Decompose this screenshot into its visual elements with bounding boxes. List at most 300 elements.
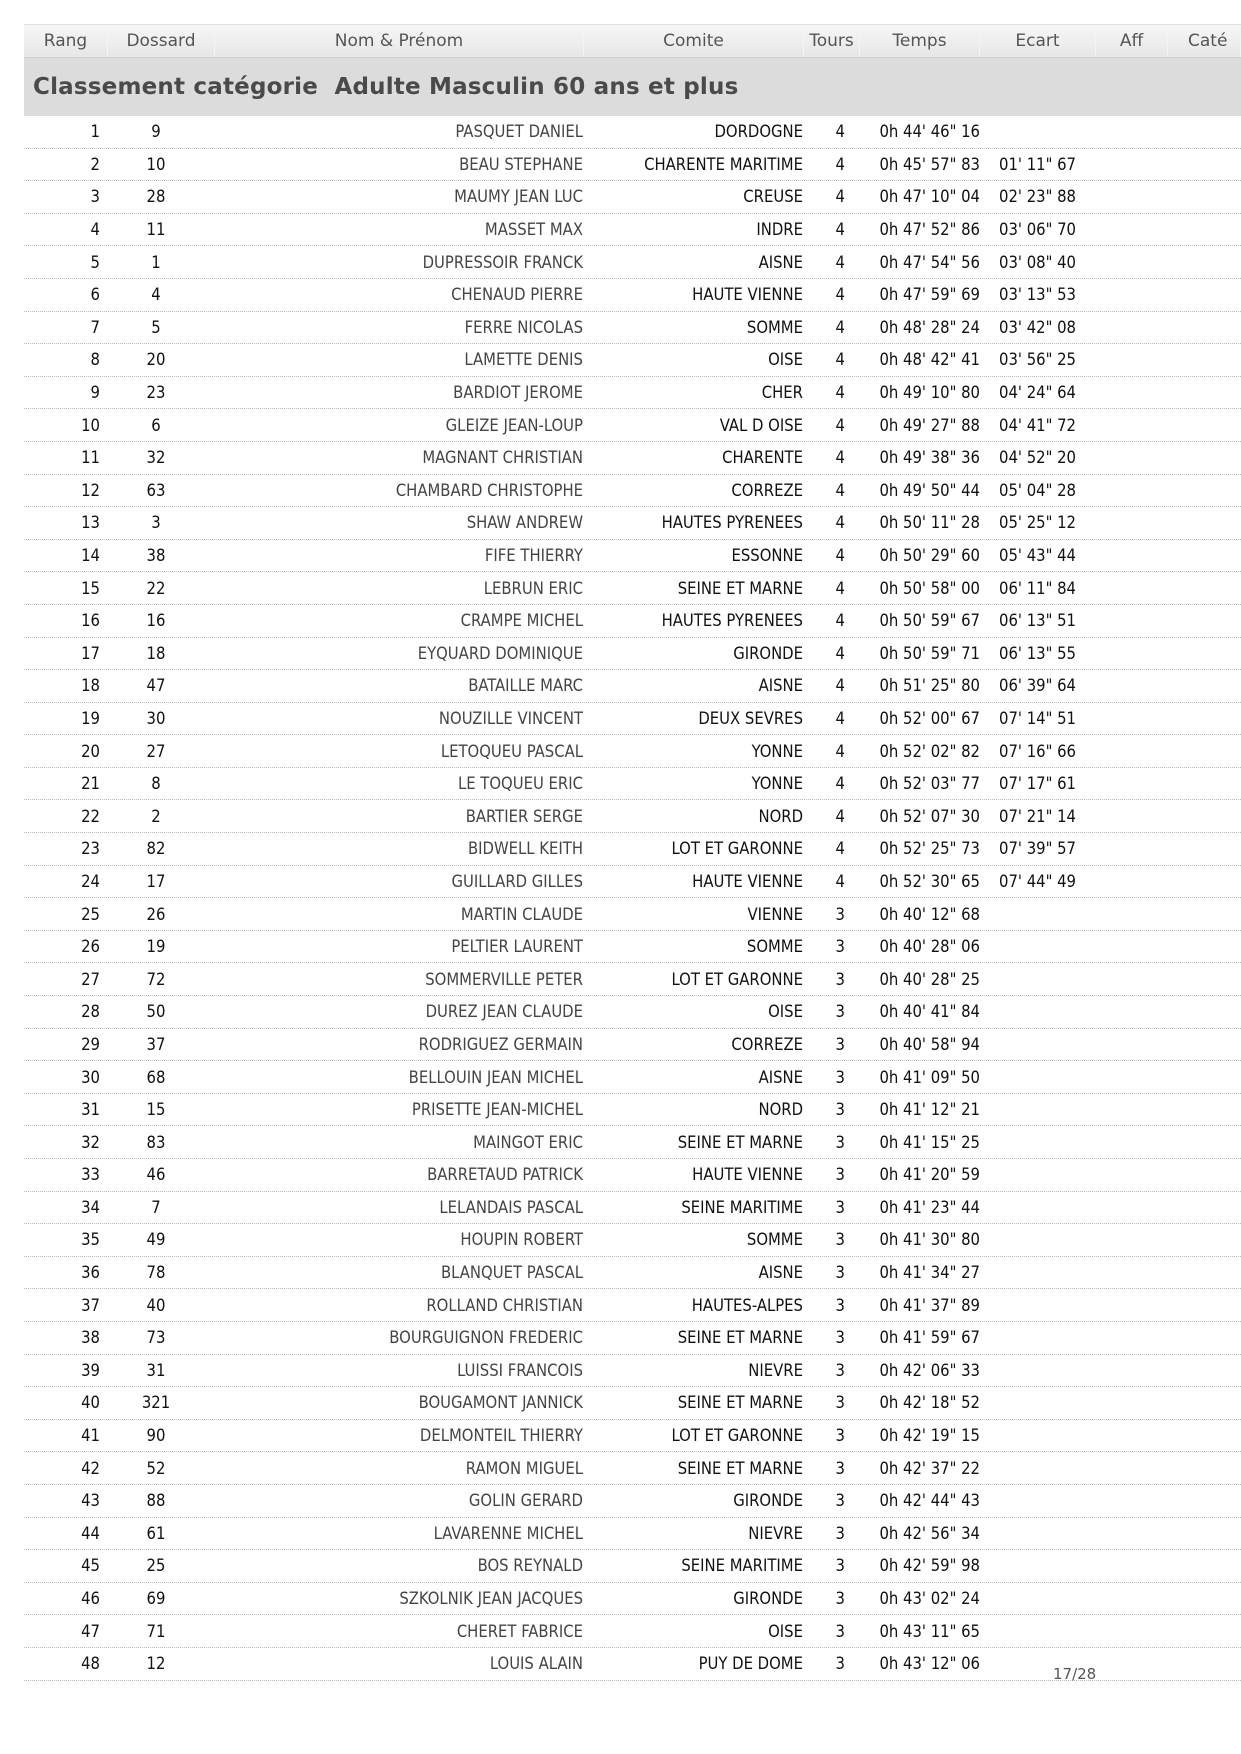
committee-cell: HAUTES PYRENEES <box>661 611 803 631</box>
rank-cell: 12 <box>81 480 100 500</box>
laps-cell: 4 <box>835 676 845 696</box>
name-cell: BARRETAUD PATRICK <box>427 1165 583 1185</box>
bib-cell: 9 <box>151 122 161 142</box>
gap-cell: 05' 43" 44 <box>999 546 1076 566</box>
bib-cell: 73 <box>146 1328 166 1348</box>
gap-cell: 07' 21" 14 <box>999 806 1076 826</box>
committee-cell: CHARENTE MARITIME <box>644 154 803 174</box>
table-row <box>24 1094 1241 1127</box>
bib-cell: 63 <box>146 480 166 500</box>
bib-cell: 31 <box>146 1360 166 1380</box>
committee-cell: CORREZE <box>731 1034 803 1054</box>
rank-cell: 45 <box>81 1556 100 1576</box>
table-row <box>24 833 1241 866</box>
gap-cell: 06' 11" 84 <box>999 578 1076 598</box>
committee-cell: NORD <box>758 806 803 826</box>
committee-cell: VIENNE <box>747 904 803 924</box>
laps-cell: 3 <box>835 1589 845 1609</box>
committee-cell: GIRONDE <box>733 643 803 663</box>
rank-cell: 20 <box>81 741 100 761</box>
bib-cell: 38 <box>146 546 166 566</box>
bib-cell: 50 <box>146 1002 166 1022</box>
committee-cell: GIRONDE <box>733 1589 803 1609</box>
time-cell: 0h 40' 12" 68 <box>879 904 980 924</box>
table-row <box>24 312 1241 345</box>
bib-cell: 72 <box>146 969 166 989</box>
laps-cell: 4 <box>835 285 845 305</box>
gap-cell: 06' 13" 55 <box>999 643 1076 663</box>
committee-cell: LOT ET GARONNE <box>671 969 803 989</box>
rank-cell: 37 <box>81 1295 100 1315</box>
laps-cell: 4 <box>835 415 845 435</box>
time-cell: 0h 43' 02" 24 <box>879 1589 980 1609</box>
table-row <box>24 1289 1241 1322</box>
rank-cell: 10 <box>81 415 100 435</box>
rank-cell: 22 <box>81 806 100 826</box>
committee-cell: SOMME <box>746 317 803 337</box>
committee-cell: YONNE <box>751 774 803 794</box>
rank-cell: 16 <box>81 611 100 631</box>
time-cell: 0h 49' 50" 44 <box>879 480 980 500</box>
committee-cell: LOT ET GARONNE <box>671 839 803 859</box>
table-row <box>24 605 1241 638</box>
table-row <box>24 1126 1241 1159</box>
time-cell: 0h 41' 20" 59 <box>879 1165 980 1185</box>
bib-cell: 321 <box>141 1393 171 1413</box>
committee-cell: NIEVRE <box>748 1360 803 1380</box>
laps-cell: 4 <box>835 513 845 533</box>
name-cell: ROLLAND CHRISTIAN <box>426 1295 583 1315</box>
table-row <box>24 1029 1241 1062</box>
rank-cell: 19 <box>81 708 100 728</box>
name-cell: MASSET MAX <box>484 220 583 240</box>
rank-cell: 3 <box>90 187 100 207</box>
laps-cell: 3 <box>835 1523 845 1543</box>
rank-cell: 40 <box>81 1393 100 1413</box>
rank-cell: 28 <box>81 1002 100 1022</box>
time-cell: 0h 48' 28" 24 <box>879 317 980 337</box>
table-row <box>24 116 1241 149</box>
laps-cell: 4 <box>835 806 845 826</box>
gap-cell: 04' 52" 20 <box>999 448 1076 468</box>
table-row <box>24 1322 1241 1355</box>
bib-cell: 40 <box>146 1295 166 1315</box>
gap-cell: 01' 11" 67 <box>999 154 1076 174</box>
name-cell: LAMETTE DENIS <box>464 350 583 370</box>
gap-cell: 07' 39" 57 <box>999 839 1076 859</box>
bib-cell: 27 <box>146 741 166 761</box>
laps-cell: 4 <box>835 448 845 468</box>
laps-cell: 4 <box>835 741 845 761</box>
laps-cell: 4 <box>835 350 845 370</box>
time-cell: 0h 47' 59" 69 <box>879 285 980 305</box>
laps-cell: 4 <box>835 774 845 794</box>
rank-cell: 9 <box>90 383 100 403</box>
committee-cell: SEINE MARITIME <box>681 1556 803 1576</box>
table-row <box>24 442 1241 475</box>
table-row <box>24 1192 1241 1225</box>
name-cell: LELANDAIS PASCAL <box>439 1197 583 1217</box>
gap-cell: 05' 25" 12 <box>999 513 1076 533</box>
name-cell: DUREZ JEAN CLAUDE <box>425 1002 583 1022</box>
name-cell: SZKOLNIK JEAN JACQUES <box>399 1589 583 1609</box>
bib-cell: 78 <box>146 1263 166 1283</box>
bib-cell: 28 <box>146 187 166 207</box>
table-row <box>24 931 1241 964</box>
time-cell: 0h 42' 59" 98 <box>879 1556 980 1576</box>
header-rang: Rang <box>24 25 108 57</box>
time-cell: 0h 51' 25" 80 <box>879 676 980 696</box>
laps-cell: 3 <box>835 1556 845 1576</box>
bib-cell: 25 <box>146 1556 166 1576</box>
name-cell: MARTIN CLAUDE <box>460 904 583 924</box>
committee-cell: ESSONNE <box>731 546 803 566</box>
committee-cell: AISNE <box>758 252 803 272</box>
name-cell: CRAMPE MICHEL <box>460 611 583 631</box>
gap-cell: 02' 23" 88 <box>999 187 1076 207</box>
bib-cell: 83 <box>146 1132 166 1152</box>
name-cell: GOLIN GERARD <box>468 1491 583 1511</box>
bib-cell: 82 <box>146 839 166 859</box>
name-cell: PRISETTE JEAN-MICHEL <box>411 1100 583 1120</box>
table-row <box>24 475 1241 508</box>
table-row <box>24 377 1241 410</box>
rank-cell: 23 <box>81 839 100 859</box>
table-row <box>24 963 1241 996</box>
time-cell: 0h 52' 07" 30 <box>879 806 980 826</box>
laps-cell: 4 <box>835 317 845 337</box>
gap-cell: 03' 08" 40 <box>999 252 1076 272</box>
committee-cell: HAUTE VIENNE <box>692 285 803 305</box>
time-cell: 0h 50' 29" 60 <box>879 546 980 566</box>
rank-cell: 2 <box>90 154 100 174</box>
bib-cell: 4 <box>151 285 161 305</box>
header-temps: Temps <box>860 25 980 57</box>
time-cell: 0h 41' 34" 27 <box>879 1263 980 1283</box>
bib-cell: 23 <box>146 383 166 403</box>
table-row <box>24 507 1241 540</box>
committee-cell: OISE <box>768 350 803 370</box>
rank-cell: 44 <box>81 1523 100 1543</box>
bib-cell: 30 <box>146 708 166 728</box>
bib-cell: 71 <box>146 1621 166 1641</box>
name-cell: BELLOUIN JEAN MICHEL <box>408 1067 583 1087</box>
table-row <box>24 214 1241 247</box>
time-cell: 0h 45' 57" 83 <box>879 154 980 174</box>
header-comite: Comite <box>584 25 804 57</box>
name-cell: BATAILLE MARC <box>468 676 583 696</box>
bib-cell: 18 <box>146 643 166 663</box>
rank-cell: 13 <box>81 513 100 533</box>
name-cell: PELTIER LAURENT <box>451 937 583 957</box>
table-row <box>24 1615 1241 1648</box>
time-cell: 0h 42' 44" 43 <box>879 1491 980 1511</box>
committee-cell: SOMME <box>746 1230 803 1250</box>
time-cell: 0h 50' 58" 00 <box>879 578 980 598</box>
gap-cell: 05' 04" 28 <box>999 480 1076 500</box>
bib-cell: 49 <box>146 1230 166 1250</box>
committee-cell: OISE <box>768 1002 803 1022</box>
laps-cell: 3 <box>835 1491 845 1511</box>
time-cell: 0h 47' 52" 86 <box>879 220 980 240</box>
rank-cell: 36 <box>81 1263 100 1283</box>
committee-cell: CHARENTE <box>722 448 803 468</box>
laps-cell: 3 <box>835 1197 845 1217</box>
name-cell: BOURGUIGNON FREDERIC <box>389 1328 583 1348</box>
gap-cell: 04' 41" 72 <box>999 415 1076 435</box>
laps-cell: 3 <box>835 1002 845 1022</box>
table-header <box>24 24 1241 58</box>
header-nom: Nom & Prénom <box>215 25 584 57</box>
rank-cell: 33 <box>81 1165 100 1185</box>
time-cell: 0h 49' 38" 36 <box>879 448 980 468</box>
time-cell: 0h 40' 28" 25 <box>879 969 980 989</box>
table-row <box>24 572 1241 605</box>
bib-cell: 8 <box>151 774 161 794</box>
laps-cell: 3 <box>835 1426 845 1446</box>
time-cell: 0h 47' 10" 04 <box>879 187 980 207</box>
table-row <box>24 670 1241 703</box>
name-cell: PASQUET DANIEL <box>455 122 583 142</box>
name-cell: FERRE NICOLAS <box>464 317 583 337</box>
committee-cell: AISNE <box>758 1067 803 1087</box>
committee-cell: SOMME <box>746 937 803 957</box>
name-cell: LAVARENNE MICHEL <box>433 1523 583 1543</box>
bib-cell: 37 <box>146 1034 166 1054</box>
bib-cell: 52 <box>146 1458 166 1478</box>
laps-cell: 3 <box>835 904 845 924</box>
rank-cell: 11 <box>81 448 100 468</box>
name-cell: EYQUARD DOMINIQUE <box>417 643 583 663</box>
header-cate: Caté <box>1168 25 1241 57</box>
laps-cell: 3 <box>835 1165 845 1185</box>
rank-cell: 43 <box>81 1491 100 1511</box>
laps-cell: 3 <box>835 1328 845 1348</box>
time-cell: 0h 52' 03" 77 <box>879 774 980 794</box>
bib-cell: 19 <box>146 937 166 957</box>
rank-cell: 4 <box>90 220 100 240</box>
header-tours: Tours <box>804 25 860 57</box>
committee-cell: YONNE <box>751 741 803 761</box>
bib-cell: 61 <box>146 1523 166 1543</box>
laps-cell: 3 <box>835 1067 845 1087</box>
committee-cell: SEINE MARITIME <box>681 1197 803 1217</box>
committee-cell: NORD <box>758 1100 803 1120</box>
table-row <box>24 866 1241 899</box>
time-cell: 0h 40' 58" 94 <box>879 1034 980 1054</box>
table-row <box>24 1550 1241 1583</box>
rank-cell: 38 <box>81 1328 100 1348</box>
rank-cell: 18 <box>81 676 100 696</box>
committee-cell: AISNE <box>758 1263 803 1283</box>
committee-cell: PUY DE DOME <box>698 1654 803 1674</box>
rank-cell: 46 <box>81 1589 100 1609</box>
table-row <box>24 1355 1241 1388</box>
time-cell: 0h 40' 41" 84 <box>879 1002 980 1022</box>
laps-cell: 4 <box>835 252 845 272</box>
table-row <box>24 638 1241 671</box>
time-cell: 0h 52' 30" 65 <box>879 871 980 891</box>
table-row <box>24 344 1241 377</box>
table-row <box>24 996 1241 1029</box>
bib-cell: 3 <box>151 513 161 533</box>
table-row <box>24 279 1241 312</box>
time-cell: 0h 41' 15" 25 <box>879 1132 980 1152</box>
committee-cell: NIEVRE <box>748 1523 803 1543</box>
laps-cell: 3 <box>835 1654 845 1674</box>
table-row <box>24 540 1241 573</box>
rank-cell: 17 <box>81 643 100 663</box>
rank-cell: 32 <box>81 1132 100 1152</box>
committee-cell: HAUTES-ALPES <box>691 1295 803 1315</box>
bib-cell: 20 <box>146 350 166 370</box>
committee-cell: INDRE <box>756 220 803 240</box>
bib-cell: 47 <box>146 676 166 696</box>
bib-cell: 68 <box>146 1067 166 1087</box>
time-cell: 0h 41' 23" 44 <box>879 1197 980 1217</box>
bib-cell: 46 <box>146 1165 166 1185</box>
name-cell: LEBRUN ERIC <box>483 578 583 598</box>
gap-cell: 07' 44" 49 <box>999 871 1076 891</box>
rank-cell: 1 <box>90 122 100 142</box>
rank-cell: 6 <box>90 285 100 305</box>
laps-cell: 4 <box>835 643 845 663</box>
name-cell: HOUPIN ROBERT <box>460 1230 583 1250</box>
table-row <box>24 1224 1241 1257</box>
time-cell: 0h 49' 10" 80 <box>879 383 980 403</box>
committee-cell: LOT ET GARONNE <box>671 1426 803 1446</box>
laps-cell: 4 <box>835 187 845 207</box>
name-cell: GLEIZE JEAN-LOUP <box>445 415 583 435</box>
table-row <box>24 1061 1241 1094</box>
gap-cell: 07' 16" 66 <box>999 741 1076 761</box>
name-cell: BARTIER SERGE <box>465 806 583 826</box>
time-cell: 0h 41' 37" 89 <box>879 1295 980 1315</box>
rank-cell: 31 <box>81 1100 100 1120</box>
bib-cell: 90 <box>146 1426 166 1446</box>
laps-cell: 4 <box>835 839 845 859</box>
committee-cell: DORDOGNE <box>714 122 803 142</box>
laps-cell: 3 <box>835 1132 845 1152</box>
time-cell: 0h 41' 59" 67 <box>879 1328 980 1348</box>
time-cell: 0h 40' 28" 06 <box>879 937 980 957</box>
category-title: Classement catégorie Adulte Masculin 60 ans et plus <box>33 74 739 100</box>
bib-cell: 11 <box>146 220 166 240</box>
laps-cell: 4 <box>835 220 845 240</box>
rank-cell: 25 <box>81 904 100 924</box>
time-cell: 0h 42' 06" 33 <box>879 1360 980 1380</box>
rank-cell: 47 <box>81 1621 100 1641</box>
committee-cell: SEINE ET MARNE <box>677 1458 803 1478</box>
name-cell: NOUZILLE VINCENT <box>438 708 583 728</box>
laps-cell: 4 <box>835 611 845 631</box>
gap-cell: 03' 56" 25 <box>999 350 1076 370</box>
time-cell: 0h 41' 09" 50 <box>879 1067 980 1087</box>
rank-cell: 15 <box>81 578 100 598</box>
gap-cell: 06' 13" 51 <box>999 611 1076 631</box>
table-row <box>24 1159 1241 1192</box>
table-row <box>24 149 1241 182</box>
committee-cell: HAUTES PYRENEES <box>661 513 803 533</box>
laps-cell: 4 <box>835 480 845 500</box>
bib-cell: 1 <box>151 252 161 272</box>
gap-cell: 07' 14" 51 <box>999 708 1076 728</box>
rank-cell: 7 <box>90 317 100 337</box>
committee-cell: SEINE ET MARNE <box>677 1132 803 1152</box>
time-cell: 0h 50' 11" 28 <box>879 513 980 533</box>
time-cell: 0h 48' 42" 41 <box>879 350 980 370</box>
committee-cell: SEINE ET MARNE <box>677 578 803 598</box>
laps-cell: 4 <box>835 122 845 142</box>
name-cell: SHAW ANDREW <box>466 513 583 533</box>
name-cell: BIDWELL KEITH <box>467 839 583 859</box>
rank-cell: 26 <box>81 937 100 957</box>
time-cell: 0h 50' 59" 71 <box>879 643 980 663</box>
rank-cell: 27 <box>81 969 100 989</box>
name-cell: BOUGAMONT JANNICK <box>418 1393 583 1413</box>
laps-cell: 3 <box>835 969 845 989</box>
rank-cell: 29 <box>81 1034 100 1054</box>
time-cell: 0h 52' 25" 73 <box>879 839 980 859</box>
time-cell: 0h 41' 30" 80 <box>879 1230 980 1250</box>
table-row <box>24 1485 1241 1518</box>
name-cell: DUPRESSOIR FRANCK <box>422 252 583 272</box>
name-cell: CHAMBARD CHRISTOPHE <box>395 480 583 500</box>
name-cell: LUISSI FRANCOIS <box>457 1360 583 1380</box>
name-cell: CHERET FABRICE <box>456 1621 583 1641</box>
gap-cell: 07' 17" 61 <box>999 774 1076 794</box>
table-row <box>24 768 1241 801</box>
laps-cell: 3 <box>835 1034 845 1054</box>
laps-cell: 3 <box>835 1295 845 1315</box>
committee-cell: SEINE ET MARNE <box>677 1393 803 1413</box>
time-cell: 0h 42' 37" 22 <box>879 1458 980 1478</box>
time-cell: 0h 42' 18" 52 <box>879 1393 980 1413</box>
results-table-body <box>24 116 1241 1681</box>
laps-cell: 4 <box>835 383 845 403</box>
rank-cell: 30 <box>81 1067 100 1087</box>
gap-cell: 03' 13" 53 <box>999 285 1076 305</box>
bib-cell: 16 <box>146 611 166 631</box>
time-cell: 0h 44' 46" 16 <box>879 122 980 142</box>
bib-cell: 69 <box>146 1589 166 1609</box>
name-cell: LE TOQUEU ERIC <box>457 774 583 794</box>
time-cell: 0h 42' 56" 34 <box>879 1523 980 1543</box>
table-row <box>24 1420 1241 1453</box>
name-cell: BOS REYNALD <box>477 1556 583 1576</box>
committee-cell: CHER <box>761 383 803 403</box>
time-cell: 0h 41' 12" 21 <box>879 1100 980 1120</box>
laps-cell: 4 <box>835 708 845 728</box>
time-cell: 0h 42' 19" 15 <box>879 1426 980 1446</box>
laps-cell: 4 <box>835 871 845 891</box>
bib-cell: 12 <box>146 1654 166 1674</box>
name-cell: RODRIGUEZ GERMAIN <box>418 1034 583 1054</box>
bib-cell: 10 <box>146 154 166 174</box>
rank-cell: 21 <box>81 774 100 794</box>
name-cell: CHENAUD PIERRE <box>451 285 583 305</box>
category-title-band <box>24 58 1241 116</box>
committee-cell: SEINE ET MARNE <box>677 1328 803 1348</box>
bib-cell: 17 <box>146 871 166 891</box>
bib-cell: 6 <box>151 415 161 435</box>
table-row <box>24 1583 1241 1616</box>
rank-cell: 5 <box>90 252 100 272</box>
committee-cell: CREUSE <box>743 187 803 207</box>
name-cell: LETOQUEU PASCAL <box>440 741 583 761</box>
name-cell: MAINGOT ERIC <box>473 1132 583 1152</box>
rank-cell: 41 <box>81 1426 100 1446</box>
